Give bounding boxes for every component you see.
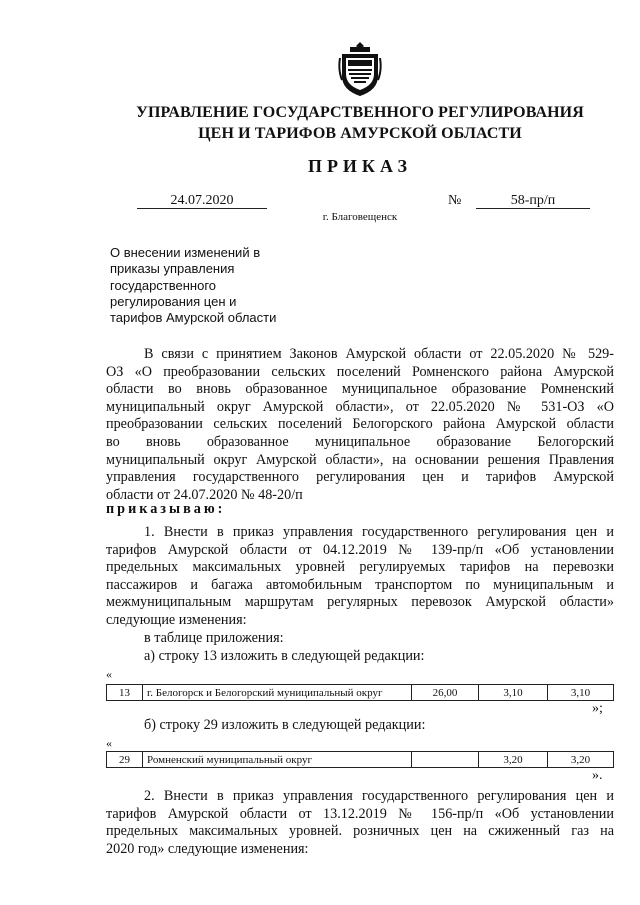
date-underline (137, 208, 267, 209)
table-row (107, 685, 614, 701)
orders-word: приказываю: (106, 501, 226, 517)
value-cell: 3,10 (548, 685, 614, 701)
value-cell: 26,00 (412, 685, 479, 701)
item2-paragraph (106, 788, 614, 858)
paragraph-line: 2020 год» следующие изменения: (106, 840, 309, 857)
value-cell: 3,10 (479, 685, 548, 701)
org-title-line2: ЦЕН И ТАРИФОВ АМУРСКОЙ ОБЛАСТИ (198, 125, 522, 142)
quote-close: ». (592, 768, 603, 783)
paragraph-line: ОЗ «О преобразовании сельских поселений Ромненского района Амурской (106, 363, 614, 380)
number-label: № (448, 193, 462, 208)
number-underline (476, 208, 590, 209)
coat-of-arms-icon (338, 40, 382, 98)
quote-open: « (106, 667, 112, 681)
quote-open: « (106, 736, 112, 750)
subject-line: государственного (110, 277, 217, 293)
subject-line: регулирования цен и (110, 293, 237, 309)
sub-item-b: б) строку 29 изложить в следующей редакции: (144, 717, 426, 733)
document-date: 24.07.2020 (170, 193, 234, 208)
document-number: 58-пр/п (510, 193, 556, 208)
paragraph-line: преобразовании сельских поселений Белогорского района Амурской области (106, 416, 614, 433)
paragraph-line: 1. Внести в приказ управления государственного регулирования цен и (144, 524, 614, 540)
row-number: 13 (107, 685, 143, 701)
paragraph-line: во вновь образованное муниципальное образование Белогорский (106, 433, 614, 450)
route-name: г. Белогорск и Белогорский муниципальный округ (143, 685, 412, 701)
paragraph-line: муниципальный округ Амурской области», от 22.05.2020 № 531-ОЗ «О (106, 398, 614, 415)
value-cell: 3,20 (548, 752, 614, 768)
subject-line: приказы управления (110, 261, 235, 277)
document-subject (110, 245, 300, 326)
preamble-paragraph (106, 346, 614, 504)
route-name: Ромненский муниципальный округ (143, 752, 412, 768)
org-title-line1: УПРАВЛЕНИЕ ГОСУДАРСТВЕННОГО РЕГУЛИРОВАНИЯ (136, 104, 584, 121)
item1-paragraph (106, 524, 614, 630)
quote-close: »; (592, 701, 603, 716)
paragraph-line: муниципальный округ Амурской области», на основании решения Правления (106, 451, 614, 468)
document-type: ПРИКАЗ (307, 156, 413, 176)
subject-line: тарифов Амурской области (110, 310, 277, 326)
subject-line: О внесении изменений в (110, 245, 261, 260)
sub-item-a: а) строку 13 изложить в следующей редакции: (144, 648, 425, 664)
paragraph-line: тарифов Амурской области от 04.12.2019 № 139-пр/п «Об установлении (106, 541, 614, 558)
paragraph-line: 2. Внести в приказ управления государственного регулирования цен и (144, 788, 614, 804)
paragraph-line: следующие изменения: (106, 611, 247, 628)
value-cell: 3,20 (479, 752, 548, 768)
tariff-table-row13 (106, 684, 614, 701)
city-name: г. Благовещенск (322, 211, 398, 223)
tariff-table-row29 (106, 751, 614, 768)
paragraph-line: межмуниципальным маршрутам регулярных перевозок Амурской области» (106, 594, 614, 611)
paragraph-line: управления государственного регулирования цен и тарифов Амурской (106, 469, 614, 486)
paragraph-line: области от 24.07.2020 № 48-20/п (106, 486, 303, 503)
paragraph-line: предельных максимальных уровней регулируемых тарифов на перевозки (106, 559, 614, 576)
paragraph-line: области во вновь образованное муниципальное образование Ромненский (106, 381, 614, 398)
paragraph-line: пассажиров и багажа автомобильным транспортом по муниципальным и (106, 576, 614, 593)
paragraph-line: тарифов Амурской области от 13.12.2019 № 156-пр/п «Об установлении (106, 805, 614, 822)
row-number: 29 (107, 752, 143, 768)
in-table-text: в таблице приложения: (144, 630, 284, 646)
table-row (107, 752, 614, 768)
paragraph-line: предельных максимальных уровней. розничных цен на сжиженный газ на (106, 823, 614, 840)
value-cell (412, 752, 479, 768)
paragraph-line: В связи с принятием Законов Амурской области от 22.05.2020 № 529- (144, 346, 614, 362)
